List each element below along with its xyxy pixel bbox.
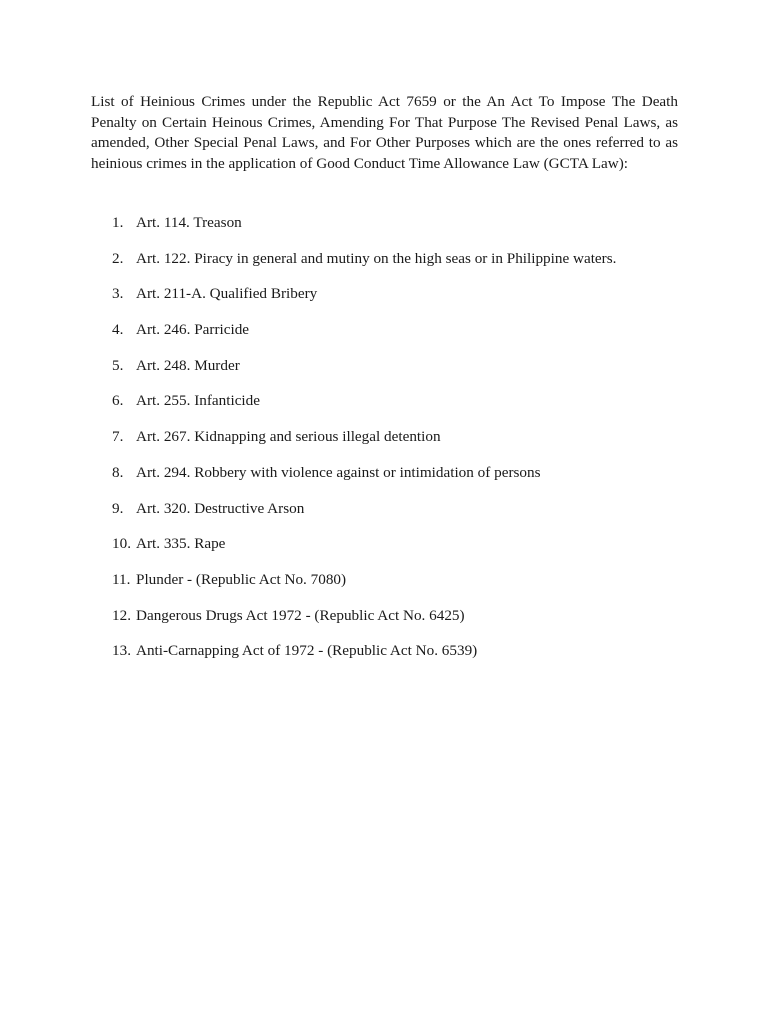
list-item xyxy=(112,426,712,462)
list-item xyxy=(112,605,712,641)
list-item-number: 6. xyxy=(112,392,124,410)
list-item-text: Art. 122. Piracy in general and mutiny on the high seas or in Philippine waters. xyxy=(136,249,617,267)
list-item xyxy=(112,248,712,284)
list-item-number: 10. xyxy=(112,535,131,553)
list-item xyxy=(112,283,712,319)
list-item xyxy=(112,569,712,605)
list-item-text: Anti-Carnapping Act of 1972 - (Republic Act No. 6539) xyxy=(136,642,478,660)
list-item-text: Art. 320. Destructive Arson xyxy=(136,499,305,517)
list-item-number: 8. xyxy=(112,463,124,481)
list-item xyxy=(112,355,712,391)
list-item-number: 13. xyxy=(112,642,131,660)
list-item-text: Art. 267. Kidnapping and serious illegal detention xyxy=(136,428,441,446)
list-item-number: 9. xyxy=(112,499,124,517)
list-item-text: Plunder - (Republic Act No. 7080) xyxy=(136,570,347,588)
heinous-crimes-list xyxy=(112,212,712,676)
list-item-number: 1. xyxy=(112,214,124,231)
list-item xyxy=(112,212,712,248)
list-item xyxy=(112,319,712,355)
list-item-number: 3. xyxy=(112,285,124,303)
list-item-number: 2. xyxy=(112,249,124,267)
list-item-text: Art. 246. Parricide xyxy=(136,321,250,339)
intro-paragraph: List of Heinious Crimes under the Republic Act 7659 or the An Act To Impose The Death Penalty on Certain Heinous Crimes, Amending For That Purpose The Revised Penal Laws, as amended, Other Special Penal Laws, and For Other Purposes which are the ones referred to as heinious crimes in the application of Good Conduct Time Allowance Law (GCTA Law): xyxy=(91,93,678,172)
list-item-text: Art. 255. Infanticide xyxy=(136,392,260,410)
list-item-number: 12. xyxy=(112,606,131,624)
list-item-text: Art. 211-A. Qualified Bribery xyxy=(136,285,318,303)
list-item xyxy=(112,498,712,534)
list-item-number: 4. xyxy=(112,321,124,339)
list-item-text: Art. 248. Murder xyxy=(136,356,240,374)
list-item-number: 7. xyxy=(112,428,124,446)
list-item xyxy=(112,462,712,498)
list-item-number: 11. xyxy=(112,570,131,588)
list-item-text: Art. 294. Robbery with violence against or intimidation of persons xyxy=(136,463,541,481)
list-item xyxy=(112,390,712,426)
list-item-text: Art. 114. Treason xyxy=(136,214,242,231)
list-item-number: 5. xyxy=(112,356,124,374)
list-item xyxy=(112,640,712,676)
list-item-text: Dangerous Drugs Act 1972 - (Republic Act No. 6425) xyxy=(136,606,465,624)
list-item-text: Art. 335. Rape xyxy=(136,535,226,553)
list-item xyxy=(112,533,712,569)
